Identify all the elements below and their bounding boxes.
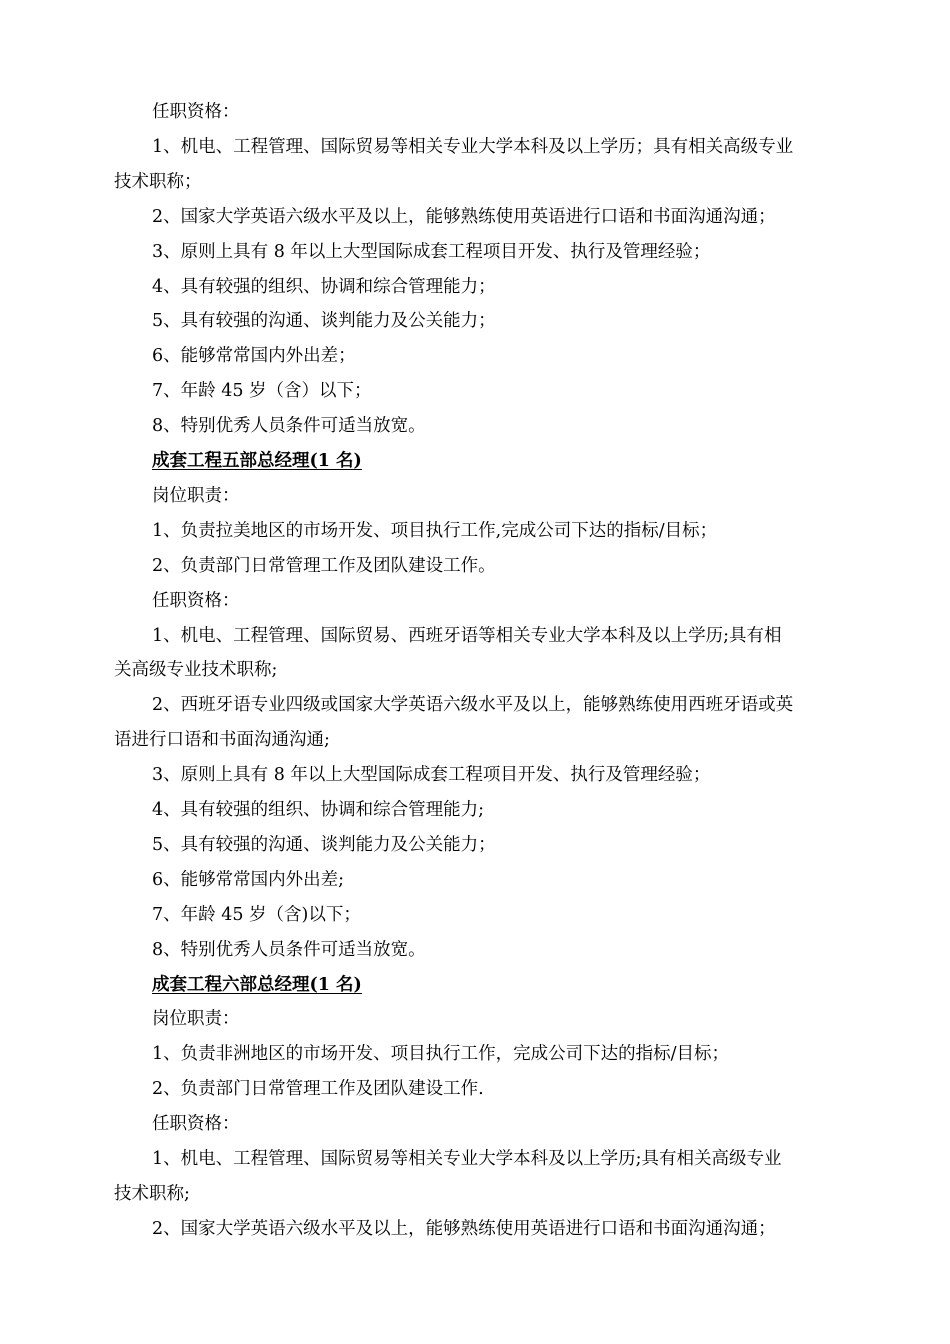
paragraph-line: 2、国家大学英语六级水平及以上，能够熟练使用英语进行口语和书面沟通沟通；	[152, 207, 776, 227]
heading-underline-pad	[362, 444, 368, 478]
paragraph-line: 7、年龄 45 岁（含）以下；	[152, 381, 372, 401]
paragraph-line: 3、原则上具有 8 年以上大型国际成套工程项目开发、执行及管理经验；	[152, 765, 711, 785]
paragraph-line: 4、具有较强的组织、协调和综合管理能力;	[152, 800, 485, 820]
paragraph-line: 2、负责部门日常管理工作及团队建设工作.	[152, 1079, 484, 1099]
paragraph-line: 3、原则上具有 8 年以上大型国际成套工程项目开发、执行及管理经验；	[152, 242, 711, 262]
paragraph-line: 任职资格：	[152, 102, 240, 122]
paragraph-continuation: 关高级专业技术职称;	[114, 660, 278, 680]
paragraph-line: 任职资格：	[152, 591, 240, 611]
paragraph-line: 岗位职责：	[152, 486, 240, 506]
paragraph-line: 6、能够常常国内外出差;	[152, 870, 345, 890]
paragraph-continuation: 技术职称；	[114, 172, 202, 192]
paragraph-line: 8、特别优秀人员条件可适当放宽。	[152, 940, 426, 960]
paragraph-line: 4、具有较强的组织、协调和综合管理能力；	[152, 277, 496, 297]
paragraph-line: 5、具有较强的沟通、谈判能力及公关能力；	[152, 835, 496, 855]
paragraph-line: 1、机电、工程管理、国际贸易等相关专业大学本科及以上学历;具有相关高级专业	[152, 1149, 782, 1169]
paragraph-continuation: 技术职称;	[114, 1184, 190, 1204]
paragraph-line: 7、年龄 45 岁（含)以下；	[152, 905, 361, 925]
paragraph-line: 5、具有较强的沟通、谈判能力及公关能力；	[152, 311, 496, 331]
paragraph-line: 2、国家大学英语六级水平及以上，能够熟练使用英语进行口语和书面沟通沟通；	[152, 1219, 776, 1239]
section-heading: 成套工程六部总经理(1 名)	[152, 968, 368, 1002]
paragraph-line: 任职资格：	[152, 1114, 240, 1134]
paragraph-line: 1、机电、工程管理、国际贸易、西班牙语等相关专业大学本科及以上学历;具有相	[152, 626, 782, 646]
paragraph-line: 1、负责拉美地区的市场开发、项目执行工作,完成公司下达的指标/目标；	[152, 521, 718, 541]
paragraph-line: 1、机电、工程管理、国际贸易等相关专业大学本科及以上学历；具有相关高级专业	[152, 137, 794, 157]
paragraph-line: 2、负责部门日常管理工作及团队建设工作。	[152, 556, 496, 576]
section-heading: 成套工程五部总经理(1 名)	[152, 444, 368, 478]
paragraph-line: 岗位职责：	[152, 1009, 240, 1029]
heading-underline-pad	[362, 968, 368, 1002]
paragraph-continuation: 语进行口语和书面沟通沟通;	[114, 730, 330, 750]
paragraph-line: 6、能够常常国内外出差；	[152, 346, 356, 366]
paragraph-line: 1、负责非洲地区的市场开发、项目执行工作，完成公司下达的指标/目标；	[152, 1044, 730, 1064]
paragraph-line: 8、特别优秀人员条件可适当放宽。	[152, 416, 426, 436]
paragraph-line: 2、西班牙语专业四级或国家大学英语六级水平及以上，能够熟练使用西班牙语或英	[152, 695, 794, 715]
